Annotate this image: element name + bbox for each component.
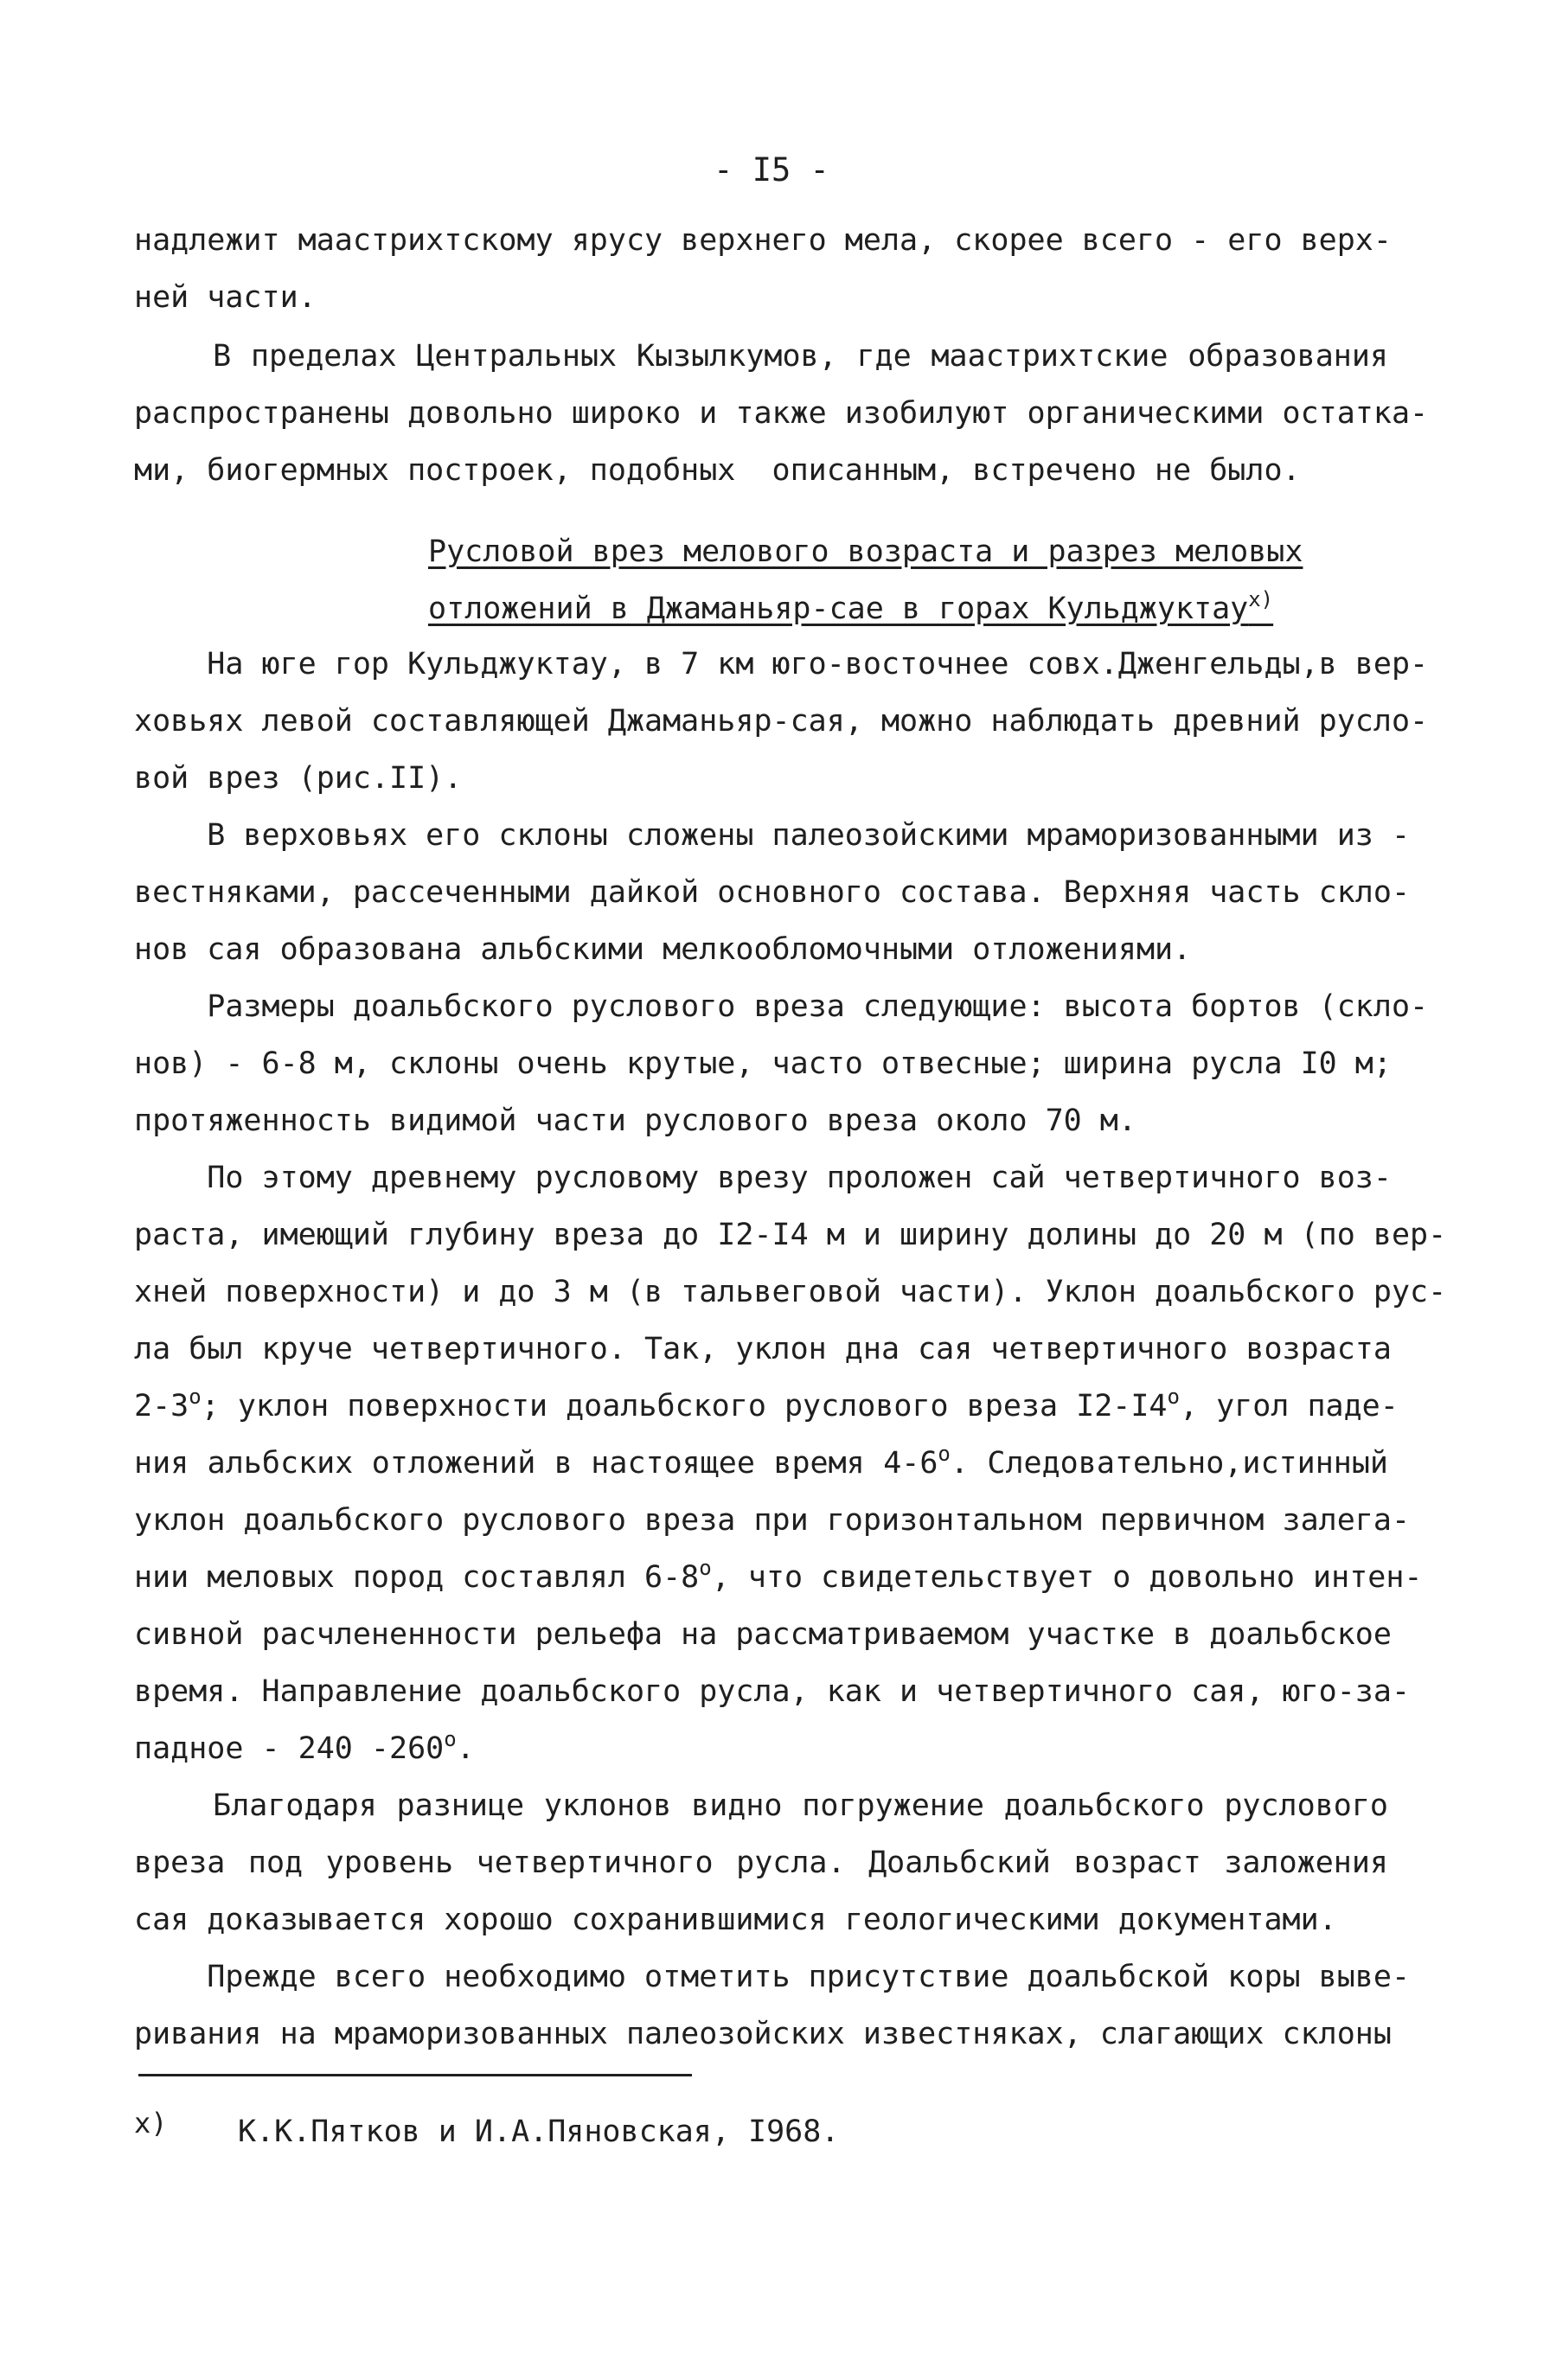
text-line: время. Направление доальбского русла, как и четвертичного сая, юго-за- bbox=[134, 1674, 1411, 1709]
text-line: В пределах Центральных Кызылкумов, где маастрихтские образования bbox=[134, 339, 1388, 374]
text-line: нии меловых пород составлял 6-8$^o$, что свидетельствует о довольно интен- bbox=[134, 1556, 1423, 1595]
text-line: сая доказывается хорошо сохранившимися геологическими документами. bbox=[134, 1903, 1337, 1937]
text-line: ла был круче четвертичного. Так, уклон дна сая четвертичного возраста bbox=[134, 1332, 1392, 1366]
text-line: протяженность видимой части руслового вреза около 70 м. bbox=[134, 1104, 1136, 1138]
text-line: нов сая образована альбскими мелкообломочными отложениями. bbox=[134, 932, 1192, 967]
footnote bbox=[134, 2107, 839, 2149]
footnote-mark: x) bbox=[134, 2107, 168, 2140]
text-line: вестняками, рассеченными дайкой основного состава. Верхняя часть скло- bbox=[134, 875, 1411, 910]
text-line: В верховьях его склоны сложены палеозойскими мраморизованными из - bbox=[134, 818, 1411, 853]
footnote-text: К.К.Пятков и И.А.Пяновская, I968. bbox=[238, 2114, 840, 2149]
text-line: надлежит маастрихтскому ярусу верхнего мела, скорее всего - его верх- bbox=[134, 223, 1392, 258]
text-line: Размеры доальбского руслового вреза следующие: высота бортов (скло- bbox=[134, 989, 1429, 1024]
text-line: ми, биогермных построек, подобных описанным, встречено не было. bbox=[134, 453, 1301, 488]
text-line: Благодаря разнице уклонов видно погружение доальбского руслового bbox=[134, 1788, 1388, 1823]
text-line: хней поверхности) и до 3 м (в тальвеговой части). Уклон доальбского рус- bbox=[134, 1275, 1447, 1309]
section-heading bbox=[428, 523, 1303, 637]
text-line: 2-3$^o$; уклон поверхности доальбского руслового вреза I2-I4$^o$, угол паде- bbox=[134, 1385, 1399, 1424]
text-line: ховьях левой составляющей Джаманьяр-сая, можно наблюдать древний руслo- bbox=[134, 704, 1429, 739]
text-line: уклон доальбского руслового вреза при горизонтальном первичном залега- bbox=[134, 1503, 1411, 1538]
text-line: раста, имеющий глубину вреза до I2-I4 м и ширину долины до 20 м (по вер- bbox=[134, 1218, 1447, 1252]
heading-line: отложений в Джаманьяр-сае в горах Кульджуктау$^{x)}$ bbox=[428, 587, 1274, 626]
body-paragraphs bbox=[134, 636, 1447, 2063]
intro-paragraphs bbox=[134, 212, 1429, 499]
heading-line: Русловой врез мелового возраста и разрез меловых bbox=[428, 534, 1303, 569]
text-line: На юге гор Кульджуктау, в 7 км юго-восточнее совх.Дженгельды,в вер- bbox=[134, 647, 1429, 681]
text-line: Прежде всего необходимо отметить присутствие доальбской коры выве- bbox=[134, 1960, 1411, 1994]
text-line: вреза под уровень четвертичного русла. Доальбский возраст заложения bbox=[134, 1846, 1388, 1880]
footnote-ref: x) bbox=[1248, 587, 1274, 611]
text-line: распространены довольно широко и также изобилуют органическими остатка- bbox=[134, 396, 1429, 431]
text-line: нов) - 6-8 м, склоны очень крутые, часто отвесные; ширина русла I0 м; bbox=[134, 1046, 1392, 1081]
text-line: падное - 240 -260$^o$. bbox=[134, 1727, 475, 1766]
footnote-rule bbox=[138, 2074, 692, 2076]
text-line: ней части. bbox=[134, 280, 317, 315]
page-number: - I5 - bbox=[714, 151, 829, 189]
text-line: ния альбских отложений в настоящее время 4-6$^o$. Следовательно,истинный bbox=[134, 1442, 1388, 1481]
text-line: По этому древнему русловому врезу проложен сай четвертичного воз- bbox=[134, 1161, 1392, 1195]
text-line: вой врез (рис.II). bbox=[134, 761, 463, 796]
text-line: сивной расчлененности рельефа на рассматриваемом участке в доальбское bbox=[134, 1617, 1392, 1652]
text-line: ривания на мраморизованных палеозойских известняках, слагающих склоны bbox=[134, 2017, 1392, 2051]
